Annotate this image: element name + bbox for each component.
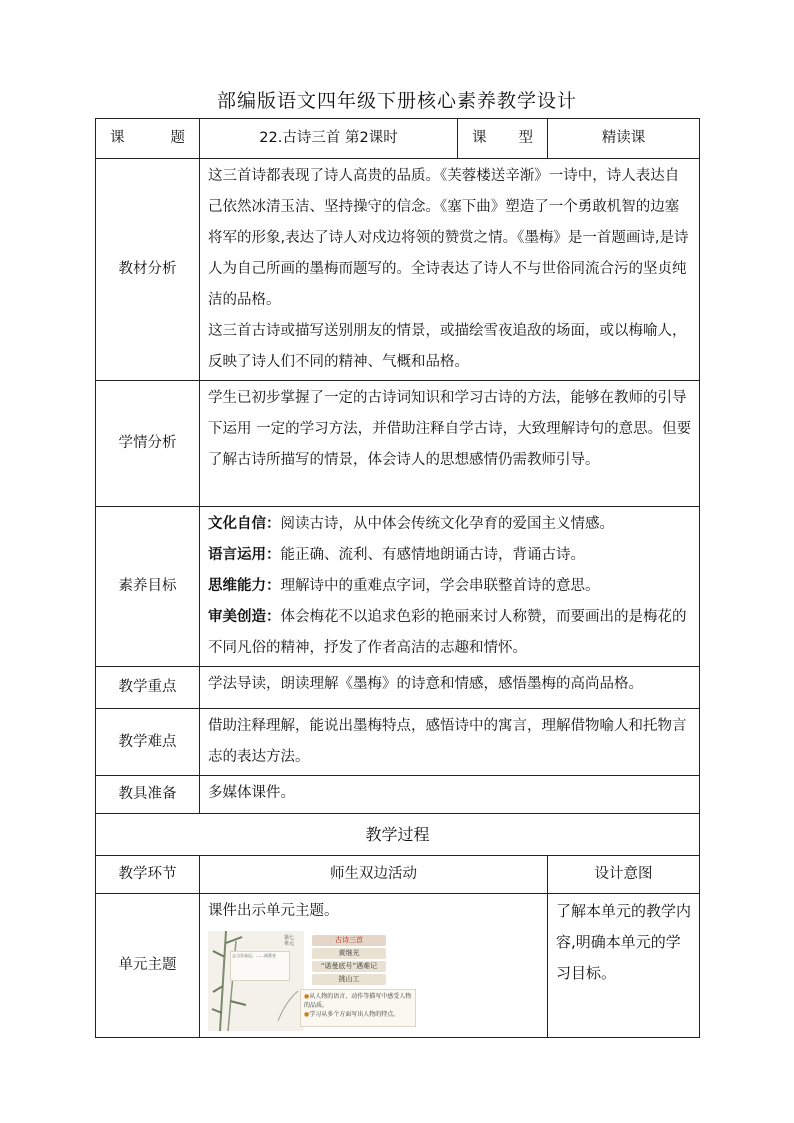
goal-thinking: 思维能力：理解诗中的重难点字词，学会串联整首诗的意思。 — [208, 578, 600, 594]
key-point-label: 教学重点 — [96, 667, 200, 709]
unit-theme-row — [96, 894, 700, 1038]
unit-theme-activity-text: 课件出示单元主题。 — [208, 903, 339, 919]
lesson-tag-3: 挑山工 — [312, 974, 386, 985]
student-analysis-label: 学情分析 — [96, 381, 200, 507]
type-label: 课 型 — [458, 119, 548, 159]
textbook-analysis-row — [96, 159, 700, 381]
process-col-intent: 设计意图 — [548, 856, 700, 894]
difficulty-row — [96, 709, 700, 776]
unit-theme-slide-image — [208, 931, 418, 1031]
lesson-tag-1: 黄继光 — [312, 948, 386, 959]
unit-theme-label: 单元主题 — [96, 894, 200, 1038]
textbook-analysis-content — [200, 159, 700, 381]
process-col-activity: 师生双边活动 — [200, 856, 548, 894]
unit-goal-2: ●学习从多个方面写出人物的特点。 — [304, 1011, 400, 1018]
type-value: 精读课 — [548, 119, 700, 159]
textbook-analysis-p1: 这三首诗都表现了诗人高贵的品质。《芙蓉楼送辛渐》一诗中，诗人表达自己依然冰清玉洁、坚持操守的信念。《塞下曲》塑造了一个勇敢机智的边塞将军的形象,表达了诗人对戍边将领的赞赏之情。《墨梅》是一首题画诗,是诗人为自己所画的墨梅而题写的。全诗表达了诗人不与世俗同流合污的坚贞纯洁的品格。 — [208, 168, 689, 308]
textbook-analysis-p2: 这三首古诗或描写送别朋友的情景，或描绘雪夜追敌的场面，或以梅喻人，反映了诗人们不同的精神、气概和品格。 — [208, 323, 687, 370]
unit-vertical-tag: 第七单元 — [284, 935, 295, 947]
key-point-content: 学法导读，朗读理解《墨梅》的诗意和情感，感悟墨梅的高尚品格。 — [200, 667, 700, 709]
topic-label: 课 题 — [96, 119, 200, 159]
tools-row — [96, 776, 700, 814]
literacy-goals-label: 素养目标 — [96, 507, 200, 667]
lesson-tag-2: “诺曼底号”遇难记 — [312, 961, 386, 972]
unit-theme-intent: 了解本单元的教学内容,明确本单元的学习目标。 — [548, 894, 700, 1038]
difficulty-content: 借助注释理解，能说出墨梅特点，感悟诗中的寓言，理解借物喻人和托物言志的表达方法。 — [200, 709, 700, 776]
unit-goals-box — [300, 989, 416, 1027]
goal-language: 语言运用：能正确、流利、有感情地朗诵古诗，背诵古诗。 — [208, 547, 585, 563]
difficulty-label: 教学难点 — [96, 709, 200, 776]
bamboo-painting — [208, 931, 304, 1031]
student-analysis-row — [96, 381, 700, 507]
tools-label: 教具准备 — [96, 776, 200, 814]
page-title: 部编版语文四年级下册核心素养教学设计 — [216, 90, 577, 112]
process-col-stage: 教学环节 — [96, 856, 200, 894]
goal-culture: 文化自信：阅读古诗，从中体会传统文化孕育的爱国主义情感。 — [208, 516, 614, 532]
literacy-goals-content — [200, 507, 700, 667]
lesson-tag-poems: 古诗三首 — [312, 935, 386, 946]
process-title-row — [96, 814, 700, 856]
literacy-goals-row — [96, 507, 700, 667]
textbook-analysis-label: 教材分析 — [96, 159, 200, 381]
process-title: 教学过程 — [96, 814, 700, 856]
student-analysis-content: 学生已初步掌握了一定的古诗词知识和学习古诗的方法，能够在教师的引导下运用 一定的学习方法，并借助注释自学古诗，大致理解诗句的意思。但要了解古诗所描写的情景，体会诗人的思想感情仍需教师引导。 — [200, 381, 700, 507]
process-header-row — [96, 856, 700, 894]
key-point-row — [96, 667, 700, 709]
lesson-plan-table — [95, 118, 700, 1038]
tools-content: 多媒体课件。 — [200, 776, 700, 814]
goal-aesthetic: 审美创造：体会梅花不以追求色彩的艳丽来讨人称赞，而要画出的是梅花的不同凡俗的精神，抒发了作者高洁的志趣和情怀。 — [208, 609, 687, 656]
unit-goal-1: ●从人物的语言、动作等描写中感受人物的品质。 — [304, 993, 412, 1009]
topic-value: 22.古诗三首 第2课时 — [200, 119, 458, 159]
header-row — [96, 119, 700, 159]
unit-theme-activity — [200, 894, 548, 1038]
unit-quote: 志当存高远。……诸葛亮 — [230, 951, 290, 981]
